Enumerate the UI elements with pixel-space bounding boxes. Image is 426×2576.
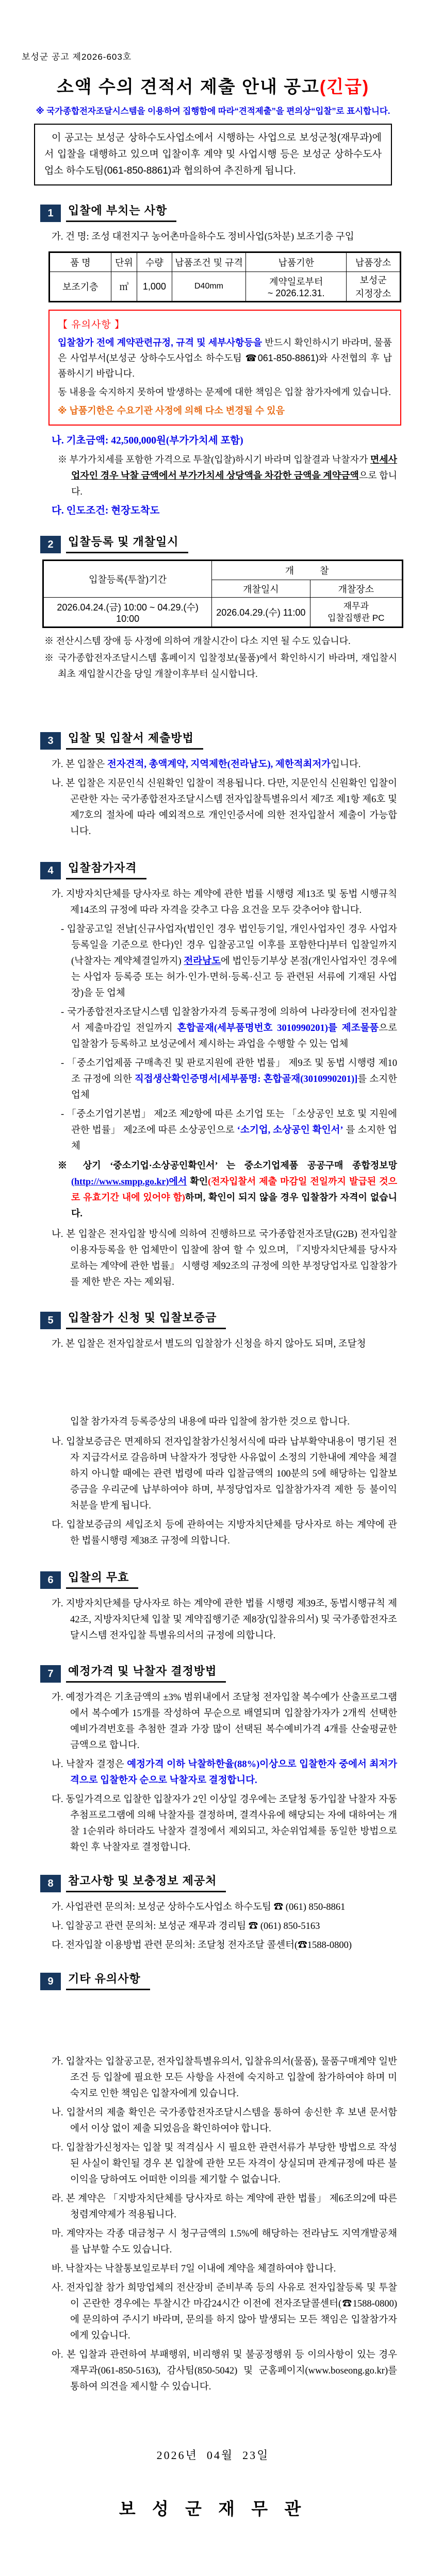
cell-unit: ㎥ (111, 272, 137, 302)
section-title-2: 입찰등록 및 개찰일시 (66, 532, 188, 553)
section-title-9: 기타 유의사항 (66, 1969, 150, 1990)
section-title-7: 예정가격 및 낙찰자 결정방법 (66, 1662, 226, 1683)
list-item-s6-ga: 가. 지방자치단체를 당사자로 하는 계약에 관한 법률 시행령 제39조, 동법시행규칙 제42조, 지방자치단체 입찰 및 계약집행기준 제8장(입찰유의서) 및 국가종합전자조달시스템 전자입찰 특별유의서의 규정에 의합니다. (52, 1599, 397, 1641)
list-item-s8-da: 다. 전자입찰 이용방법 관련 문의처: 조달청 전자조달 콜센터(☎1588-0800) (52, 1940, 352, 1951)
col-item-name: 품 명 (50, 252, 111, 272)
schedule-table (42, 560, 403, 628)
section-number-6: 6 (40, 1571, 61, 1589)
list-item-s9-na: 나. 입찰서의 제출 확인은 국가종합전자조달시스템을 통하여 송신한 후 보낸 문서함에서 이상 없이 제출 되었음을 확인하여야 합니다. (52, 2108, 397, 2134)
section-title-1: 입찰에 부치는 사항 (66, 201, 176, 222)
cell-qty: 1,000 (137, 272, 172, 302)
list-item-s9-ra: 라. 본 계약은 「지방자치단체를 당사자로 하는 계약에 관한 법률」 제6조의2에 따른 청렴계약제가 적용됩니다. (52, 2194, 397, 2220)
col-opening: 개 찰 (212, 561, 403, 580)
list-item-s3-na: 나. 본 입찰은 지문인식 신원확인 입찰이 적용됩니다. 다만, 지문인식 신원확인 입찰이 곤란한 자는 국가종합전자조달시스템 전자입찰특별유의서 제7조 제1항 제6호 및 제7호의 절차에 따라 예외적으로 개인인증서에 의한 전자입찰서 제출이 가능합니다. (52, 778, 397, 837)
caution-box (48, 310, 401, 426)
col-bid-period: 입찰등록(투찰)기간 (43, 561, 212, 598)
list-item-s4-na: 나. 본 입찰은 전자입찰 방식에 의하여 진행하므로 국가종합전자조달(G2B) 전자입찰 이용자등록을 한 업체만이 입찰에 참여 할 수 있으며, 『지방자치단체를 당사자로하는 계약에 관한 법률』 시행령 제92조의 규정에 의한 부정당업자로 입찰참가를 제한 받은 자는 제외됨. (52, 1229, 397, 1287)
list-item-s4-ga: 가. 지방자치단체를 당사자로 하는 계약에 관한 법률 시행령 제13조 및 동법 시행규칙 제14조의 규정에 따라 자격을 갖추고 다음 요건을 모두 갖추어야 합니다. (52, 889, 397, 916)
list-item-s9-ga: 가. 입찰자는 입찰공고문, 전자입찰특별유의서, 입찰유의서(물품), 물품구매계약 일반조건 등 입찰에 필요한 모든 사항을 사전에 숙지하고 입찰에 참가하여야 하며 미숙지로 인한 책임은 입찰자에게 있습니다. (52, 2057, 397, 2099)
cell-opening-time: 2026.04.29.(수) 11:00 (212, 598, 310, 628)
page-title-text: 소액 수의 견적서 제출 안내 공고 (56, 77, 320, 97)
list-item-s9-ba: 바. 낙찰자는 낙찰통보일로부터 7일 이내에 계약을 체결하여야 합니다. (52, 2264, 336, 2274)
section-header-3 (40, 728, 426, 750)
cell-item-name: 보조기층 (50, 272, 111, 302)
list-item-s1-na: 나. 기초금액: 42,500,000원(부가가치세 포함) (52, 435, 243, 446)
caution-line-2: 동 내용을 숙지하지 못하여 발생하는 문제에 대한 책임은 입찰 참가자에게 있습니다. (58, 387, 391, 397)
section-number-7: 7 (40, 1665, 61, 1683)
section-number-8: 8 (40, 1875, 61, 1892)
list-item-s1-ga: 가. 건 명: 조성 대전지구 농어촌마을하수도 정비사업(5차분) 보조기층 구입 (52, 232, 354, 242)
col-opening-place: 개찰장소 (310, 580, 403, 598)
note-s1-na: ※ 부가가치세를 포함한 가격으로 투찰(입찰)하시기 바라며 입찰결과 낙찰자가 면세사업자인 경우 낙찰 금액에서 부가가치세 상당액을 차감한 금액을 계약금액으로 합니다. (58, 454, 397, 497)
col-qty: 수량 (137, 252, 172, 272)
items-table-header-row (50, 252, 401, 272)
cell-place: 보성군 지정장소 (347, 272, 401, 302)
section-header-9 (40, 1969, 426, 1990)
cell-spec: D40mm (172, 272, 246, 302)
page-title (0, 73, 426, 98)
section-number-9: 9 (40, 1973, 61, 1990)
col-place: 납품장소 (347, 252, 401, 272)
list-item-s9-sa: 사. 전자입찰 참가 희망업체의 전산장비 준비부족 등의 사유로 전자입찰등록 및 투찰이 곤란한 경우에는 투찰시간 마감24시간 이전에 전자조달콜센터(☎1588-0800)에 문의하여 주시기 바라며, 문의를 하지 않아 발생되는 모든 책임은 입찰참가자에게 있습니다. (52, 2283, 397, 2341)
schedule-value-row (43, 598, 403, 628)
cell-bid-period: 2026.04.24.(금) 10:00 ~ 04.29.(수) 10:00 (43, 598, 212, 628)
note-s4: ※ 상기 ‘중소기업·소상공인확인서’ 는 중소기업제품 공공구매 종합정보망 (http://www.smpp.go.kr)에서 확인(전자입찰서 제출 마감일 전일까지 발급된 것으로 유효기간 내에 있어야 함)하며, 확인이 되지 않을 경우 입찰참가 자격이 없습니다. (58, 1160, 397, 1218)
list-item-s4-d4: - 「중소기업기본법」 제2조 제2항에 따른 소기업 또는 「소상공인 보호 및 지원에 관한 법률」 제2조에 따른 소상공인으로 ‘소기업, 소상공인 확인서’ 를 소지한 업체 (61, 1109, 397, 1151)
section-number-4: 4 (40, 862, 61, 879)
list-item-s8-na: 나. 입찰공고 관련 문의처: 보성군 재무과 경리팀 ☎ (061) 850-5163 (52, 1921, 320, 1931)
items-table-row (50, 272, 401, 302)
system-note: ※ 국가종합전자조달시스템을 이용하여 집행함에 따라“견적제출”을 편의상“입찰”로 표시합니다. (36, 107, 390, 116)
section-number-3: 3 (40, 732, 61, 750)
list-item-s7-na: 나. 낙찰자 결정은 예정가격 이하 낙찰하한율(88%)이상으로 입찰한자 중에서 최저가격으로 입찰한자 순으로 낙찰자로 결정합니다. (52, 1759, 397, 1786)
section-title-4: 입찰참가자격 (66, 858, 146, 879)
urgent-label: (긴급) (319, 77, 370, 97)
cell-opening-place: 재무과 입찰집행관 PC (310, 598, 403, 628)
section-header-4 (40, 858, 426, 879)
section-number-2: 2 (40, 536, 61, 553)
section-header-8 (40, 1871, 426, 1892)
notice-number: 보성군 공고 제2026-603호 (22, 52, 132, 62)
list-item-s4-d3: - 「중소기업제품 구매촉진 및 판로지원에 관한 법률」 제9조 및 동법 시행령 제10조 규정에 의한 직접생산확인증명서[세부품명: 혼합골재(3010990201)]를 소지한 업체 (61, 1058, 397, 1100)
section-title-8: 참고사항 및 보충정보 제공처 (66, 1871, 226, 1892)
caution-box-title: 【 유의사항 】 (58, 319, 125, 330)
section-title-3: 입찰 및 입찰서 제출방법 (66, 728, 203, 750)
list-item-s9-da: 다. 입찰참가신청자는 입찰 및 적격심사 시 필요한 관련서류가 부당한 방법으로 작성된 사실이 확인될 경우 본 입찰에 관한 모든 자격이 상실되며 관계규정에 따른 불이익을 당하여도 어떠한 이의를 제기할 수 없습니다. (52, 2143, 397, 2185)
cell-deadline: 계약일로부터 ~ 2026.12.31. (246, 272, 347, 302)
intro-box: 이 공고는 보성군 상하수도사업소에서 시행하는 사업으로 보성군청(재무과)에서 입찰을 대행하고 있으며 입찰이후 계약 및 사업시행 등은 보성군 상하수도사업소 하수도팀(061-850-8861)과 협의하여 추진하게 됩니다. (34, 124, 392, 185)
list-item-s7-ga: 가. 예정가격은 기초금액의 ±3% 범위내에서 조달청 전자입찰 복수예가 산출프로그램에서 복수예가 15개를 작성하여 무순으로 배열되며 입찰참가자가 2개씩 선택한 예비가격번호를 추첨한 결과 가장 많이 선택된 복수예비가격 4개를 산술평균한 금액으로 합니다. (52, 1692, 397, 1751)
col-deadline: 납품기한 (246, 252, 347, 272)
announcement-date: 2026년 04월 23일 (156, 2449, 270, 2462)
note-s2-2: ※ 국가종합전자조달시스템 홈페이지 입찰정보(물품)에서 확인하시기 바라며, 재입찰시 최초 재입찰시간을 당일 개찰이후부터 실시합니다. (44, 653, 397, 679)
page-break-3 (0, 1990, 426, 2047)
list-item-s5-na: 나. 입찰보증금은 면제하되 전자입찰참가신청서식에 따라 납부확약내용이 명기된 전자 지급각서로 갈음하며 낙찰자가 정당한 사유없이 소정의 기한내에 계약을 체결하지 아니할 때에는 관련 법령에 따라 입찰금액의 100분의 5에 해당하는 입찰보증금을 우리군에 납부하여야 하며, 부정당업자로 입찰참가자격 제한 등 불이익 처분을 받게 됩니다. (52, 1437, 397, 1511)
caution-line-1: 입찰참가 전에 계약관련규정, 규격 및 세부사항등을 반드시 확인하시기 바라며, 물품은 사업부서(보성군 상하수도사업소 하수도팀 ☎061-850-8861)와 사전협의 후 납품하시기 바랍니다. (58, 337, 392, 379)
section-title-5: 입찰참가 신청 및 입찰보증금 (66, 1308, 226, 1329)
section-header-1 (40, 201, 426, 222)
list-item-s7-da: 다. 동일가격으로 입찰한 입찰자가 2인 이상일 경우에는 조달청 동가입찰 낙찰자 자동추첨프로그램에 의해 낙찰자를 결정하며, 결격사유에 해당되는 자에 대하여는 개찰 1순위라 하더라도 낙찰자 결정에서 제외되고, 차순위업체를 동일한 방법으로 확인 후 낙찰자로 결정합니다. (52, 1794, 397, 1853)
section-number-1: 1 (40, 205, 61, 222)
list-item-s5-ga-line2: 입찰 참가자격 등록증상의 내용에 따라 입찰에 참가한 것으로 합니다. (70, 1417, 350, 1427)
col-unit: 단위 (111, 252, 137, 272)
signer-title: 보 성 군 재 무 관 (119, 2500, 307, 2519)
section-title-6: 입찰의 무효 (66, 1568, 138, 1589)
list-item-s4-d2: - 국가종합전자조달시스템 입찰참가자격 등록규정에 의하여 나라장터에 전자입찰서 제출마감일 전일까지 혼합골재(세부품명번호 3010990201)를 제조물품으로 입찰참가 등록하고 보성군에서 제시하는 과업을 수행할 수 있는 업체 (61, 1007, 398, 1049)
section-header-6 (40, 1568, 426, 1589)
list-item-s9-a: 아. 본 입찰과 관련하여 부패행위, 비리행위 및 불공정행위 등 이의사항이 있는 경우 재무과(061-850-5163), 감사팀(850-5042) 및 군홈페이지(www.boseong.go.kr)를 통하여 의견을 제시할 수 있습니다. (52, 2350, 397, 2392)
page-break-2 (0, 1352, 426, 1414)
list-item-s3-ga: 가. 본 입찰은 전자견적, 총액계약, 지역제한(전라남도), 제한적최저가입니다. (52, 759, 361, 770)
caution-line-3: ※ 납품기한은 수요기관 사정에 의해 다소 변경될 수 있음 (58, 405, 285, 416)
col-opening-time: 개찰일시 (212, 580, 310, 598)
list-item-s8-ga: 가. 사업관련 문의처: 보성군 상하수도사업소 하수도팀 ☎ (061) 850-8861 (52, 1902, 346, 1912)
items-table (48, 251, 401, 302)
section-number-5: 5 (40, 1312, 61, 1329)
page-break-1 (0, 682, 426, 728)
section-header-2 (40, 532, 426, 553)
note-s2-1: ※ 전산시스템 장애 등 사정에 의하여 개찰시간이 다소 지연 될 수도 있습니다. (44, 636, 351, 646)
list-item-s4-d1: - 입찰공고일 전날[신규사업자(법인인 경우 법인등기일, 개인사업자인 경우 사업자등록일을 기준으로 한다)인 경우 입찰공고일 이후를 포함한다]부터 입찰일까지 (낙찰자는 계약체결일까지) 전라남도에 법인등기부상 본점(개인사업자인 경우에는 사업자 등록증 또는 허가·인가·면허·등록·신고 등 관련된 서류에 기재된 사업장)을 둔 업체 (61, 924, 398, 998)
schedule-header-row-1 (43, 561, 403, 580)
list-item-s5-da: 다. 입찰보증금의 세입조치 등에 관하여는 지방자치단체를 당사자로 하는 계약에 관한 법률시행령 제38조 규정에 의합니다. (52, 1520, 397, 1546)
list-item-s9-ma: 마. 계약자는 각종 대금청구 시 청구금액의 1.5%에 해당하는 전라남도 지역개발공채를 납부할 수도 있습니다. (52, 2229, 397, 2255)
section-header-5 (40, 1308, 426, 1329)
bottom-margin (0, 2520, 426, 2576)
section-header-7 (40, 1662, 426, 1683)
list-item-s1-da: 다. 인도조건: 현장도착도 (52, 505, 160, 516)
list-item-s5-ga-line1: 가. 본 입찰은 전자입찰로서 별도의 입찰참가 신청을 하지 않아도 되며, 조달청 (52, 1339, 366, 1349)
col-spec: 납품조건 및 규격 (172, 252, 246, 272)
